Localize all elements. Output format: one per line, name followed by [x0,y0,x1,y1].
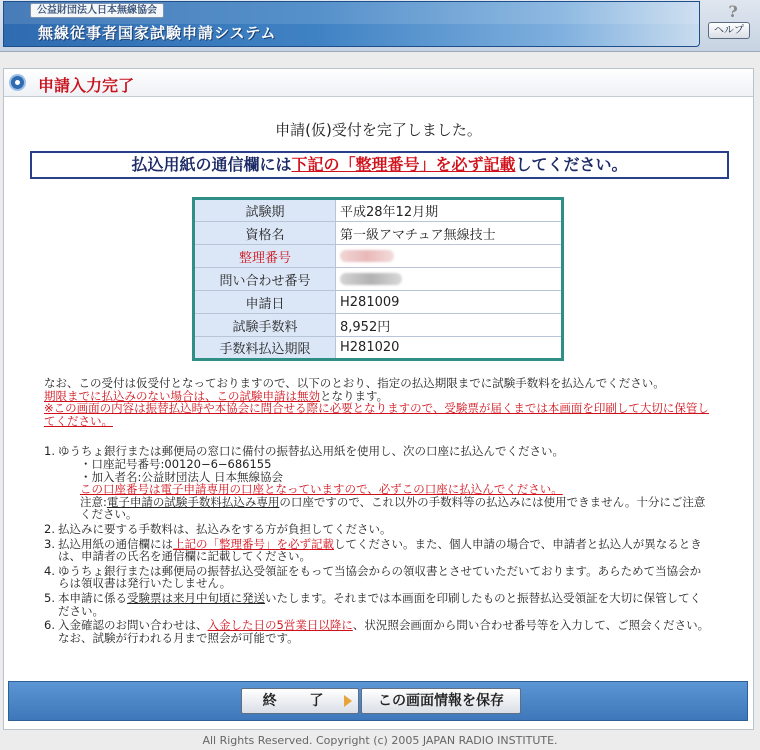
item5-prefix: 本申請に係る [58,590,127,605]
row-label: 試験期 [194,199,336,222]
item2-text: 払込みに要する手数料は、払込みをする方が負担してください。 [58,521,392,536]
end-button[interactable] [241,688,359,714]
redacted-value [340,273,402,285]
item-number: 1. [44,444,55,459]
item6-red: 入金した日の5営業日以降に [207,618,353,633]
item6-text [58,619,710,632]
system-title: 無線従事者国家試験申請システム [38,24,277,42]
item-number: 4. [44,563,55,578]
item6-prefix: 入金確認のお問い合わせは、 [58,618,208,633]
help-button[interactable]: ヘルプ [708,22,750,39]
item-number: 6. [44,618,55,633]
notice-highlight: 下記の「整理番号」を必ず記載 [291,155,516,174]
table-row [194,222,563,245]
notice-box [30,151,729,179]
app-header [0,0,760,52]
save-screen-button[interactable]: この画面情報を保存 [361,688,521,714]
reference-number-value [336,245,563,268]
account-number: ・口座記号番号:00120−6−686155 [80,456,272,471]
item-number: 5. [44,590,55,605]
item1-text: ゆうちょ銀行または郵便局の窓口に備付の振替払込用紙を使用し、次の口座に払込んでください。 [58,444,564,459]
help-question-icon[interactable]: ? [728,2,738,21]
item-number: 3. [44,536,55,551]
item-number: 2. [44,521,55,536]
item5-tail: いたします。それまでは本画面を印刷したものと振替払込受領証を大切に保管してください。 [58,590,702,618]
account-warning: この口座番号は電子申請専用の口座となっていますので、必ずこの口座に払込んでください。 [80,482,563,497]
item3-prefix: 払込用紙の通信欄には [58,536,173,551]
item6-tail: 、状況照会画面から問い合わせ番号等を入力して、ご照会ください。 [352,618,710,633]
action-bar [8,681,748,721]
table-row [194,268,563,291]
notice-part1: 払込用紙の通信欄には [131,155,292,174]
item4-text: ゆうちょ銀行または郵便局の振替払込受領証をもって当協会からの領収書とさせていただいております。あらためて当協会からは領収書は発行いたしません。 [58,563,702,591]
main-panel [3,68,754,730]
row-label: 試験手数料 [194,314,336,337]
item3-red: 上記の「整理番号」を必ず記載 [173,536,334,551]
table-row [194,337,563,360]
row-value: H281009 [336,291,563,314]
list-item [44,538,710,563]
list-item [44,619,710,644]
item5-underlined: 受験票は来月中旬頃に発送 [127,590,265,605]
end-button-label: 終 了 [262,693,338,709]
row-label: 問い合わせ番号 [194,268,336,291]
account-holder: ・加入者名:公益財団法人 日本無線協会 [80,469,284,484]
list-item [44,445,710,521]
table-row [194,291,563,314]
list-item [44,523,710,536]
row-value: 8,952円 [336,314,563,337]
item3-text [58,538,710,563]
note-prefix: 注意: [80,494,107,509]
list-item [44,565,710,590]
invalid-warning-red: 期限までに払込みのない場合は、この試験申請は無効 [44,388,320,403]
redacted-value [340,250,394,262]
row-value: 平成28年12月期 [336,199,563,222]
row-label: 手数料払込期限 [194,337,336,360]
section-title: 申請入力完了 [38,76,135,95]
arrow-right-icon [344,695,352,707]
item6-tail2: なお、試験が行われる月まで照会が可能です。 [58,630,299,645]
note-tail: の口座ですので、これ以外の手数料等の払込みには使用できません。十分にご注意ください。 [80,494,706,522]
complete-message: 申請(仮)受付を完了しました。 [275,121,482,139]
inquiry-number-value [336,268,563,291]
instructions [44,377,710,646]
section-header [4,69,753,97]
row-value: 第一級アマチュア無線技士 [336,222,563,245]
item5-text [58,592,710,617]
copyright-text: All Rights Reserved. Copyright (c) 2005 JAPAN RADIO INSTITUTE. [202,734,558,747]
notice-part3: してください。 [515,155,628,174]
application-info-table [192,197,564,361]
row-label: 資格名 [194,222,336,245]
row-value: H281020 [336,337,563,360]
section-bullet-icon [9,74,26,91]
table-row [194,314,563,337]
account-note [58,496,710,521]
org-name-badge: 公益財団法人日本無線協会 [30,3,164,18]
intro-text: なお、この受付は仮受付となっておりますので、以下のとおり、指定の払込期限までに試験手数料を払込んでください。 [44,376,665,390]
note-underlined: 電子申請の試験手数料払込み専用 [106,494,280,509]
table-row [194,245,563,268]
instruction-list [44,445,710,644]
invalid-warning-tail: となります。 [320,388,389,403]
row-label-reference-number: 整理番号 [194,245,336,268]
print-warning: ※この画面の内容は振替払込時や本協会に問合せる際に必要となりますので、受験票が届くまでは本画面を印刷して大切に保管してください。 [44,401,709,428]
system-banner [3,1,700,47]
list-item [44,592,710,617]
row-label: 申請日 [194,291,336,314]
table-row [194,199,563,222]
item3-tail: してください。また、個人申請の場合で、申請者と払込人が異なるときは、申請者の氏名を通信欄に記載してください。 [58,536,702,564]
